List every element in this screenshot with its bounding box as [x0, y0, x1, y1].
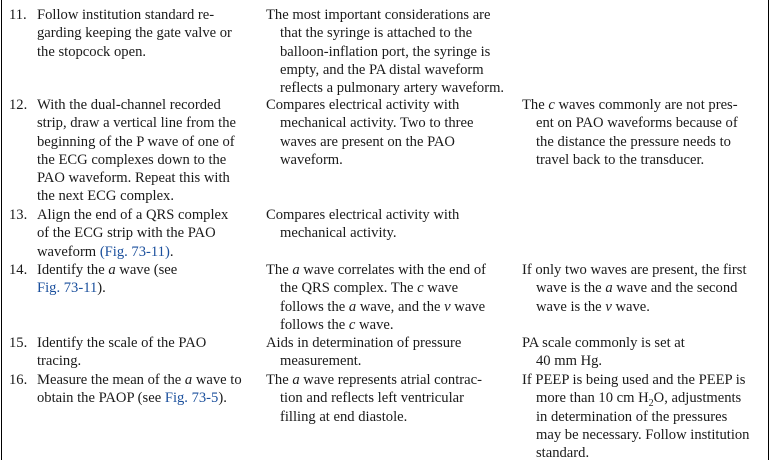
step-number: 16. [9, 372, 28, 388]
rationale-text: The most important considerations are that the syringe is attached to the balloon-inflation port, the syringe is empty, and the PA distal waveform reflects a pulmonary artery waveform. [266, 7, 505, 97]
left-border-rule [1, 0, 2, 460]
figure-link[interactable]: Fig. 73-5 [164, 390, 219, 407]
right-border-rule [768, 0, 769, 460]
step-number: 11. [9, 7, 27, 23]
rationale-text: The a wave correlates with the end of the QRS complex. The c wave follows the a wave, and the v wave follows the c wave. [266, 262, 487, 333]
step-number: 15. [9, 335, 28, 351]
step-number: 12. [9, 97, 28, 113]
notes-text: If only two waves are present, the first wave is the a wave and the second wave is the v wave. [522, 262, 747, 315]
rationale-text: The a wave represents atrial contrac- tion and reflects left ventricular filling at end diastole. [266, 372, 482, 425]
step-text: Align the end of a QRS complex of the ECG strip with the PAO waveform (Fig. 73-11). [37, 207, 229, 260]
step-text: With the dual-channel recorded strip, draw a vertical line from the beginning of the P wave of one of the ECG complexes down to the PAO waveform. Repeat this with the next ECG complex. [37, 97, 236, 205]
rationale-text: Aids in determination of pressure measurement. [266, 335, 462, 370]
notes-text: The c waves commonly are not pres- ent on PAO waveforms because of the distance the pressure needs to travel back to the transducer. [522, 97, 738, 168]
rationale-text: Compares electrical activity with mechanical activity. [266, 207, 460, 242]
notes-text: If PEEP is being used and the PEEP is more than 10 cm $H_2O$, adjustments in determination of the pressures may be necessary. Follow institution standard. [522, 372, 750, 462]
step-text: Follow institution standard re- garding keeping the gate valve or the stopcock open. [37, 7, 232, 60]
figure-link[interactable]: (Fig. 73-11) [99, 243, 170, 260]
notes-text: PA scale commonly is set at 40 mm Hg. [522, 335, 685, 370]
step-number: 14. [9, 262, 28, 278]
step-text: Identify the a wave (see Fig. 73-11). [37, 262, 178, 297]
step-text: Measure the mean of the a wave to obtain the PAOP (see Fig. 73-5). [37, 372, 242, 407]
step-text: Identify the scale of the PAO tracing. [37, 335, 207, 370]
rationale-text: Compares electrical activity with mechanical activity. Two to three waves are present on the PAO waveform. [266, 97, 474, 168]
step-number: 13. [9, 207, 28, 223]
figure-link[interactable]: Fig. 73-11 [37, 280, 98, 297]
